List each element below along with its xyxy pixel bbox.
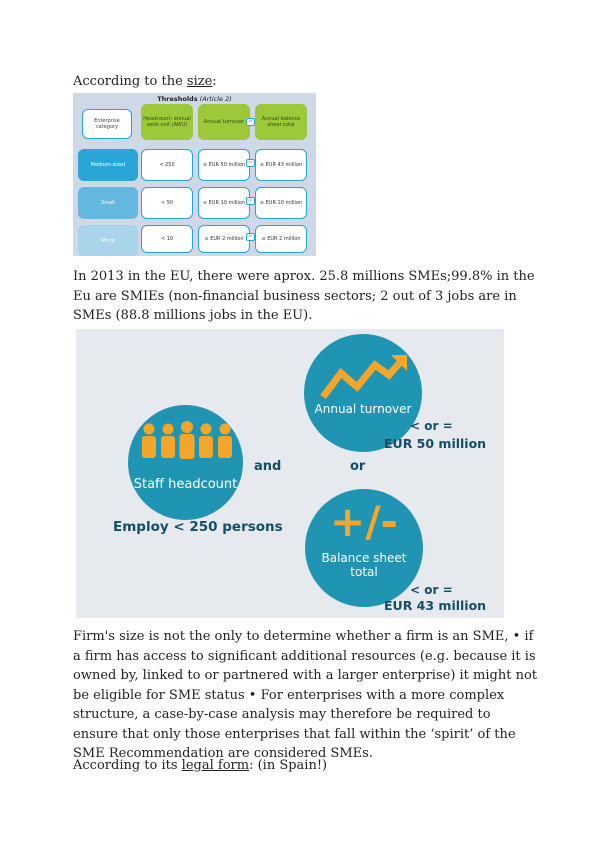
header-balance-sheet: Annual balance sheet total — [255, 104, 307, 140]
employ-text: Employ < 250 persons — [113, 519, 283, 535]
or-badge-micro: or — [246, 233, 255, 241]
heading-legal-prefix: According to its — [73, 758, 182, 773]
balance-compare: < or = — [410, 583, 453, 597]
heading-legal-suffix: : (in Spain!) — [249, 758, 328, 773]
or-text: or — [350, 459, 366, 474]
row-medium-turnover: ≤ EUR 50 million — [198, 149, 250, 181]
row-medium-balance: ≤ EUR 43 million — [255, 149, 307, 181]
balance-sheet-label-line1: Balance sheet — [321, 551, 407, 565]
thresholds-title-bold: Thresholds — [157, 95, 198, 103]
row-micro-category: Micro — [78, 225, 138, 256]
people-icon — [139, 419, 234, 469]
paragraph-sme-stats: In 2013 in the EU, there were aprox. 25.8 millions SMEs;99.8% in the Eu are SMIEs (non-financial business sectors; 2 out of 3 jobs are in SMEs (88.8 millions jobs in the EU). — [73, 269, 535, 323]
heading-legal-link[interactable]: legal form — [181, 758, 250, 773]
and-text: and — [254, 459, 282, 474]
header-annual-turnover: Annual turnover — [198, 104, 250, 140]
balance-value: EUR 43 million — [384, 598, 487, 613]
heading-size-suffix: : — [212, 74, 217, 89]
row-small-category: Small — [78, 187, 138, 219]
annual-turnover-label: Annual turnover — [314, 402, 412, 416]
thresholds-title-italic: (Article 2) — [199, 95, 232, 103]
heading-size-prefix: According to the — [73, 74, 187, 89]
row-micro-turnover: ≤ EUR 2 million — [198, 225, 250, 253]
plus-minus-icon: +/- — [330, 497, 398, 546]
row-small-turnover: ≤ EUR 10 million — [198, 187, 250, 219]
staff-headcount-label: Staff headcount — [133, 477, 238, 492]
heading-legal-form — [73, 756, 538, 776]
thresholds-table-figure — [73, 93, 316, 256]
heading-size-link[interactable]: size — [186, 74, 213, 89]
header-enterprise-category: Enterprise category — [82, 109, 132, 139]
thresholds-title — [73, 95, 316, 103]
trend-up-icon — [319, 353, 409, 403]
balance-sheet-label — [305, 551, 423, 579]
or-badge-header: or — [246, 118, 255, 126]
turnover-value: EUR 50 million — [384, 436, 487, 451]
row-small-headcount: < 50 — [141, 187, 193, 219]
or-badge-medium: or — [246, 159, 255, 167]
row-micro-balance: ≤ EUR 2 million — [255, 225, 307, 253]
row-medium-headcount: < 250 — [141, 149, 193, 181]
sme-criteria-infographic — [76, 329, 504, 618]
row-small-balance: ≤ EUR 10 million — [255, 187, 307, 219]
turnover-compare: < or = — [410, 419, 453, 433]
header-headcount: Headcount: annual work unit (AWU) — [141, 104, 193, 140]
balance-sheet-label-line2: total — [350, 565, 378, 579]
or-badge-small: or — [246, 197, 255, 205]
paragraph-size-note: Firm's size is not the only to determine whether a firm is an SME, • if a firm has access to significant additional resources (e.g. because it is owned by, linked to or partnered with a larger enterprise) it might not be eligible for SME status • For enterprises with a more complex structure, a case-by-case analysis may therefore be required to ensure that only those enterprises that fall within the ‘spirit’ of the SME Recommendation are considered SMEs. — [73, 629, 538, 761]
heading-size — [73, 72, 538, 92]
row-micro-headcount: < 10 — [141, 225, 193, 253]
row-medium-category: Medium-sized — [78, 149, 138, 181]
